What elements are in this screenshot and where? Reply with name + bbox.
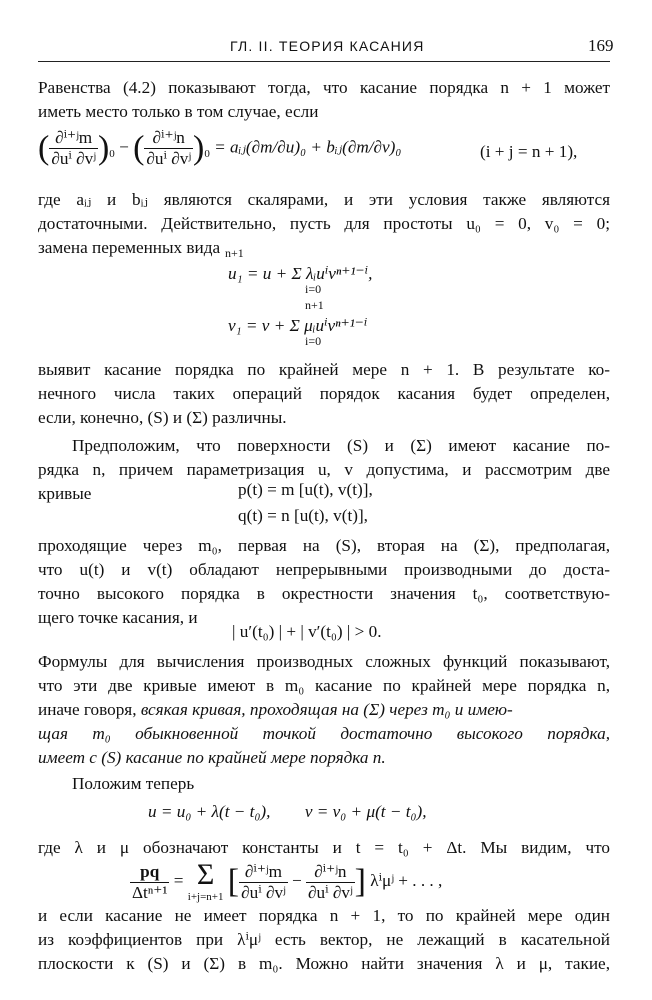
text-line: и если касание не имеет порядка n + 1, то по крайней мере один: [38, 906, 610, 925]
sum-subscript: i+j=n+1: [187, 891, 224, 903]
eq-denominator: ∂uⁱ ∂vʲ: [241, 882, 286, 902]
italic-text-segment: всякая кривая, проходящая на (Σ) через m₀ и имею-: [140, 700, 513, 719]
text-line: достаточными. Действительно, пусть для простоты u₀ = 0, v₀ = 0;: [38, 214, 610, 233]
equation-condition: ( $\frac{\text{∂ⁱ⁺ʲm}}{\text{∂uⁱ ∂vʲ}}$ )$_0$ − ( $\frac{\text{∂ⁱ⁺ʲn}}{\text{∂uⁱ ∂vʲ}}$ )$_0$ = aᵢⱼ(∂m/∂u)₀ + bᵢⱼ(∂m/∂v)₀: [38, 128, 402, 168]
text-line: Предположим, что поверхности (S) и (Σ) имеют касание по-: [72, 436, 610, 455]
equation-u1: u₁ = u + Σ λᵢuⁱvⁿ⁺¹⁻ⁱ,: [228, 264, 373, 283]
text-line: Положим теперь: [72, 774, 195, 793]
text-line: кривые: [38, 484, 92, 503]
page-number: 169: [588, 36, 614, 55]
text-line: [38, 698, 610, 722]
text-line: что эти две кривые имеют в m₀ касание по крайней мере порядка n,: [38, 676, 610, 695]
text-line: если, конечно, (S) и (Σ) различны.: [38, 408, 287, 427]
text-line: иметь место только в том случае, если: [38, 102, 319, 121]
text-line: где aᵢⱼ и bᵢⱼ являются скалярами, и эти условия также являются: [38, 190, 610, 209]
text-line: где λ и μ обозначают константы и t = t₀ + Δt. Мы видим, что: [38, 838, 610, 857]
text-line: из коэффициентов при λⁱμʲ есть вектор, не лежащий в касательной: [38, 930, 610, 949]
text-line: щего точке касания, и: [38, 608, 198, 627]
text-line: проходящие через m₀, первая на (S), вторая на (Σ), предполагая,: [38, 536, 610, 555]
equation-uv: u = u₀ + λ(t − t₀), v = v₀ + μ(t − t₀),: [148, 802, 427, 821]
equation-expansion: $\frac{pq}{\text{Δtⁿ⁺¹}}$ = Σ i+j=n+1 [ $\frac{\text{∂ⁱ⁺ʲm}}{\text{∂uⁱ ∂vʲ}}$ − $\frac{\text{∂ⁱ⁺ʲn}}{\text{∂uⁱ ∂vʲ}}$ ] λⁱμʲ + . . . ,: [132, 858, 443, 903]
text-line: Равенства (4.2) показывают тогда, что касание порядка n + 1 может: [38, 78, 610, 97]
text-line: Формулы для вычисления производных сложных функций показывают,: [38, 652, 610, 671]
text-line: точно высокого порядка в окрестности значения t₀, соответствую-: [38, 584, 610, 603]
eq-numerator: ∂ⁱ⁺ʲm: [49, 128, 98, 149]
running-head: ГЛ. II. ТЕОРИЯ КАСАНИЯ: [230, 38, 425, 54]
sum-lower-limit: i=0: [305, 334, 322, 348]
eq-denominator: ∂uⁱ ∂vʲ: [146, 149, 191, 168]
text-line: плоскости к (S) и (Σ) в m₀. Можно найти значения λ и μ, такие,: [38, 954, 610, 973]
text-line: выявит касание порядка по крайней мере n + 1. В результате ко-: [38, 360, 610, 379]
header-rule: [38, 61, 610, 62]
eq-denominator: ∂uⁱ ∂vʲ: [51, 149, 96, 168]
eq-numerator: ∂ⁱ⁺ʲm: [239, 862, 288, 883]
eq-numerator: ∂ⁱ⁺ʲn: [306, 862, 355, 883]
sum-lower-limit: i=0: [305, 282, 322, 296]
text-segment: иначе говоря,: [38, 700, 141, 719]
eq-numerator: pq: [130, 862, 169, 883]
text-line: замена переменных вида: [38, 238, 221, 257]
eq-condition: (i + j = n + 1),: [480, 142, 578, 161]
equation-p: p(t) = m [u(t), v(t)],: [238, 480, 373, 499]
eq-rhs: = aᵢⱼ(∂m/∂u)₀ + bᵢⱼ(∂m/∂v)₀: [214, 137, 402, 157]
sum-upper-limit: n+1: [305, 298, 324, 312]
text-line: что u(t) и v(t) обладают непрерывными производными до доста-: [38, 560, 610, 579]
eq-numerator: ∂ⁱ⁺ʲn: [144, 128, 193, 149]
text-line: нечного числа таких операций порядок касания будет определен,: [38, 384, 610, 403]
equation-inequality: | u′(t₀) | + | v′(t₀) | > 0.: [232, 622, 382, 641]
equation-q: q(t) = n [u(t), v(t)],: [238, 506, 368, 525]
italic-text-line: щая m₀ обыкновенной точкой достаточно высокого порядка,: [38, 724, 610, 743]
sum-upper-limit: n+1: [225, 246, 244, 260]
italic-text-line: имеет с (S) касание по крайней мере порядка n.: [38, 748, 386, 767]
eq-rhs: λⁱμʲ + . . . ,: [370, 870, 443, 890]
text-line: рядка n, причем параметризация u, v допустима, и рассмотрим две: [38, 460, 610, 479]
eq-denominator: ∂uⁱ ∂vʲ: [308, 882, 353, 902]
equation-v1: v₁ = v + Σ μᵢuⁱvⁿ⁺¹⁻ⁱ: [228, 316, 368, 335]
eq-denominator: Δtⁿ⁺¹: [132, 882, 168, 902]
